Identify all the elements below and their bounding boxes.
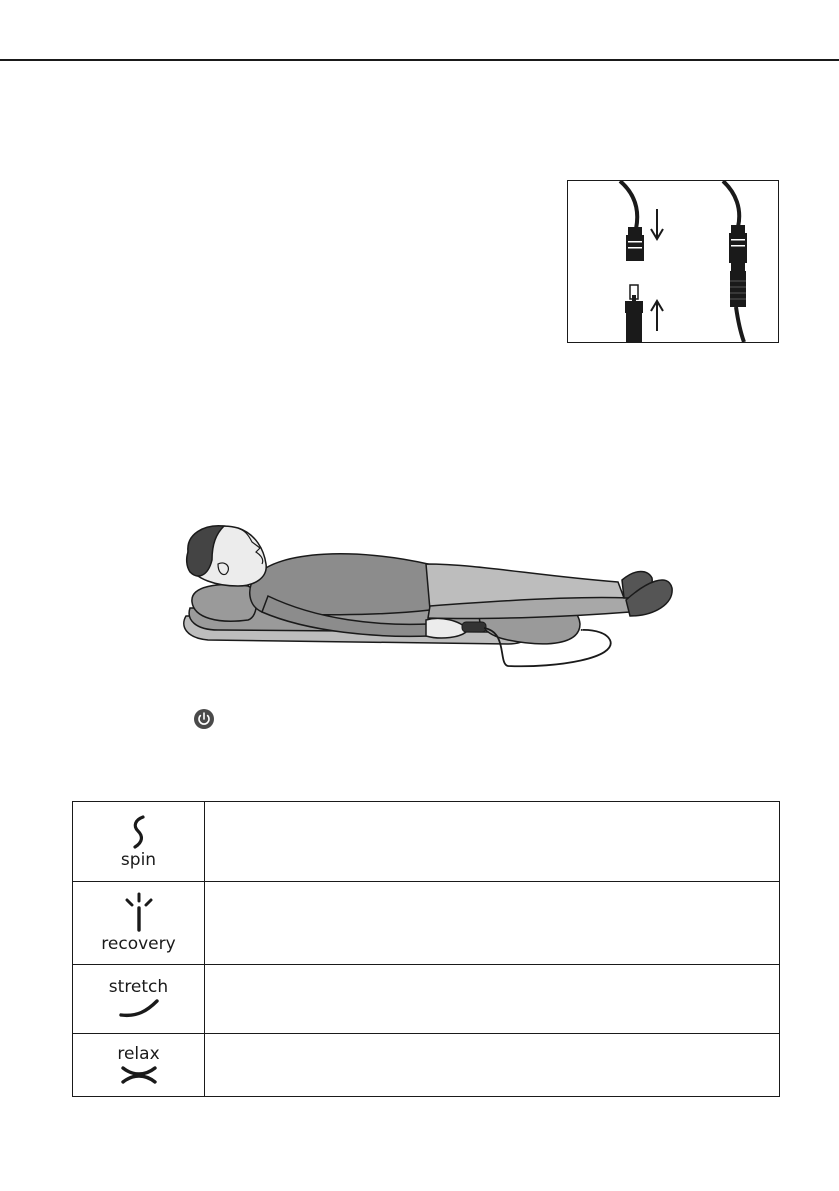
stretch-curve-icon <box>117 997 161 1021</box>
mode-icon-cell <box>73 802 205 882</box>
power-icon <box>193 708 215 730</box>
mode-label: relax <box>117 1044 160 1064</box>
mode-description-cell <box>205 965 780 1034</box>
table-row <box>73 882 780 965</box>
table-row <box>73 1034 780 1097</box>
mode-icon-cell <box>73 965 205 1034</box>
table-row <box>73 965 780 1034</box>
person-on-mat-illustration <box>178 520 678 672</box>
spin-s-icon <box>129 814 149 850</box>
connector-figure <box>567 180 779 343</box>
mode-label: stretch <box>108 977 169 997</box>
mode-description-cell <box>205 1034 780 1097</box>
top-rule <box>0 59 839 61</box>
connector-drawing <box>568 181 778 342</box>
recovery-burst-icon <box>119 892 159 934</box>
relax-arcs-icon <box>119 1064 159 1086</box>
mode-icon-cell <box>73 882 205 965</box>
table-row <box>73 802 780 882</box>
mode-icon-cell <box>73 1034 205 1097</box>
mode-description-cell <box>205 802 780 882</box>
mode-label: recovery <box>101 934 176 954</box>
modes-table <box>72 801 780 1097</box>
mode-label: spin <box>120 849 157 870</box>
mode-description-cell <box>205 882 780 965</box>
